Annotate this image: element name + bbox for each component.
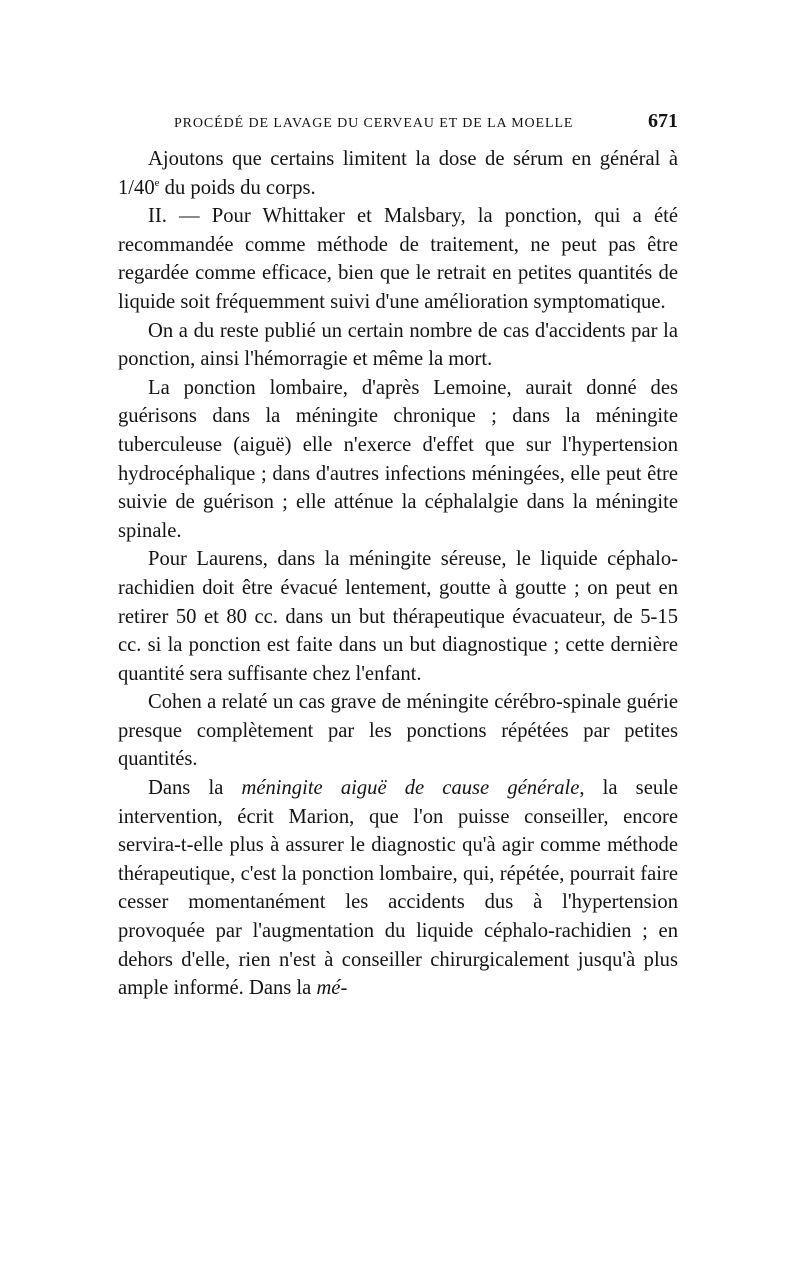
page-number: 671: [648, 110, 678, 132]
running-title: PROCÉDÉ DE LAVAGE DU CERVEAU ET DE LA MOELLE: [174, 116, 574, 131]
paragraph-lemoine: La ponction lombaire, d'après Lemoine, aurait donné des guérisons dans la méningite chronique ; dans la méningite tuberculeuse (aiguë) elle n'exerce d'effet que sur l'hypertension hydrocéphalique ; dans d'autres infections méningées, elle peut être suivie de guérison ; elle atténue la céphalalgie dans la méningite spinale.: [118, 376, 678, 542]
paragraph-whittaker: II. — Pour Whittaker et Malsbary, la ponction, qui a été recommandée comme méthode de traitement, ne peut pas être regardée comme efficace, bien que le retrait en petites quantités de liquide soit fréquemment suivi d'une amélioration symptomatique.: [118, 205, 678, 313]
italic-phrase: méningite aiguë de cause générale: [241, 777, 580, 800]
paragraph-text: , la seule intervention, écrit Marion, que l'on puisse conseiller, encore servira-t-elle plus à assurer le diagnostic qu'à agir comme méthode thérapeutique, c'est la ponction lombaire, qui, répétée, pourrait faire cesser momentanément les accidents dus à l'hypertension provoquée par l'augmentation du liquide céphalo-rachidien ; en dehors d'elle, rien n'est à conseiller chirurgicalement jusqu'à plus ample informé. Dans la: [118, 777, 679, 1000]
paragraph-laurens: Pour Laurens, dans la méningite séreuse, le liquide céphalo-rachidien doit être évacué lentement, goutte à goutte ; on peut en retirer 50 et 80 cc. dans un but thérapeutique évacuateur, de 5-15 cc. si la ponction est faite dans un but diagnostique ; cette dernière quantité sera suffisante chez l'enfant.: [118, 548, 678, 685]
paragraph-accidents: On a du reste publié un certain nombre de cas d'accidents par la ponction, ainsi l'hémorragie et même la mort.: [118, 319, 678, 371]
paragraph-text: du poids du corps.: [159, 176, 316, 199]
paragraph-text: Ajoutons que certains limitent la dose de sérum en général à 1/40: [118, 148, 678, 199]
paragraph-serum-dose: [118, 145, 678, 202]
paragraph-cohen: Cohen a relaté un cas grave de méningite cérébro-spinale guérie presque complètement par les ponctions répétées par petites quantités.: [118, 691, 678, 771]
italic-phrase-end: mé-: [316, 977, 348, 1000]
running-header: [174, 110, 678, 133]
superscript: e: [154, 176, 160, 189]
paragraph-marion: [118, 774, 678, 1003]
paragraph-text: Dans la: [148, 777, 242, 800]
book-page: [118, 110, 678, 1003]
